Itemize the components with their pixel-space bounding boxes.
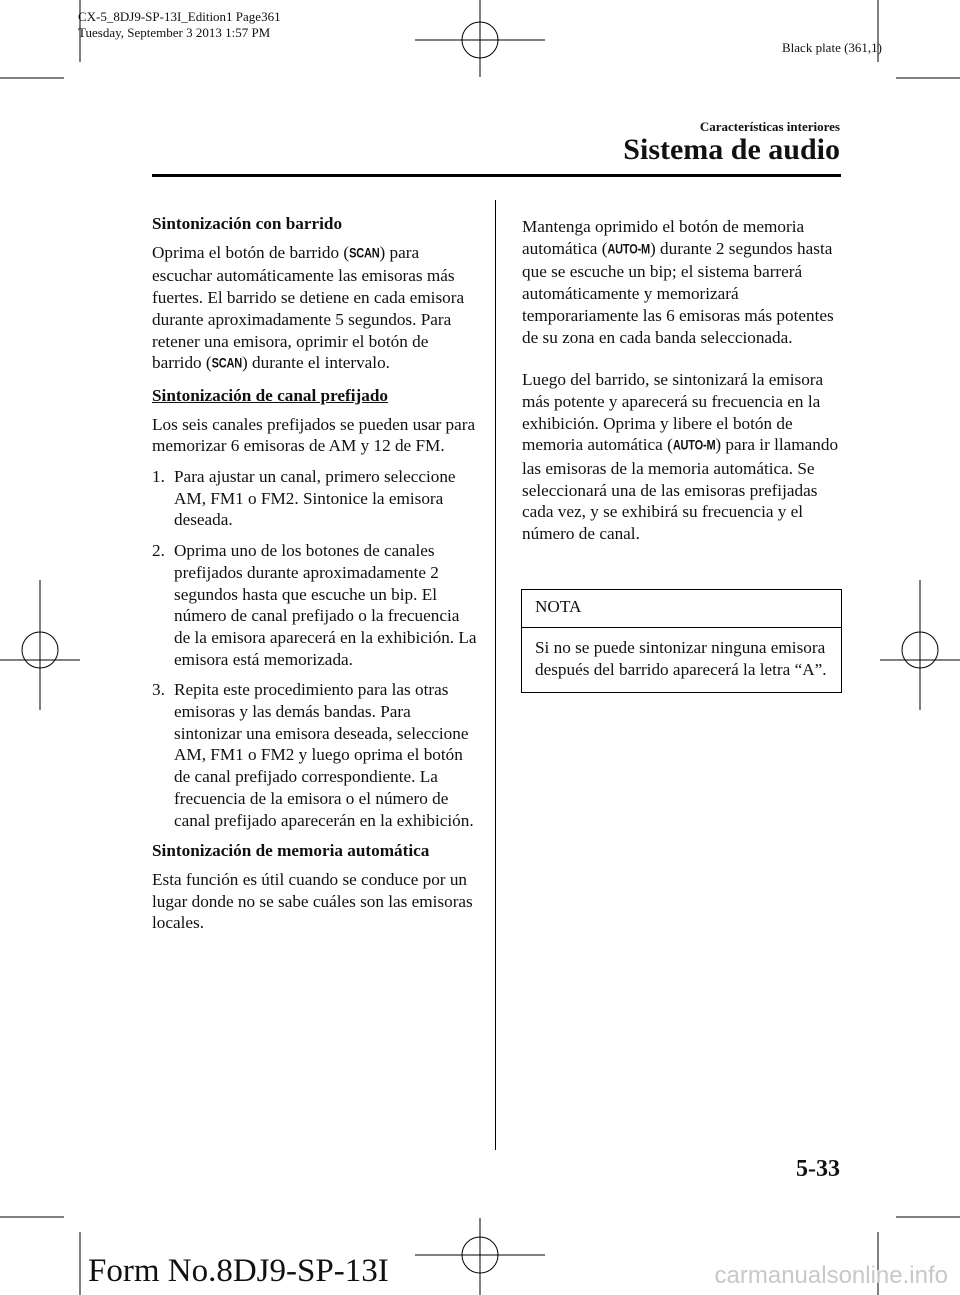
paragraph-scan-tuning: Oprima el botón de barrido (SCAN) para escuchar automáticamente las emisoras más fuertes. El barrido se detiene en cada emisora durante aproximadamente 5 segundos. Para retener una emisora, oprimir el botón de barrido (SCAN) durante el intervalo.	[152, 242, 477, 376]
page-title: Sistema de audio	[623, 133, 840, 166]
heading-scan-tuning: Sintonización con barrido	[152, 214, 343, 233]
heading-auto-memory: Sintonización de memoria automática	[152, 841, 430, 861]
paragraph-after-scan: Luego del barrido, se sintonizará la emisora más potente y aparecerá su frecuencia en la exhibición. Oprima y libere el botón de memoria automática (AUTO-M) para ir llamando las emisoras de la memoria automática. Se seleccionará una de las emisoras prefijadas cada vez, y se exhibirá su frecuencia y el número de canal.	[522, 370, 839, 544]
paragraph-auto-memory-hold: Mantenga oprimido el botón de memoria automática (AUTO-M) durante 2 segundos hasta que se escuche un bip; el sistema barrerá automáticamente y memorizará temporariamente las 6 emisoras más potentes de su zona en cada banda seleccionada.	[522, 217, 834, 347]
auto-m-button-icon: AUTO-M	[607, 241, 651, 257]
list-item: 3. Repita este procedimiento para las otras emisoras y las demás bandas. Para sintonizar una emisora deseada, seleccione AM, FM1 o FM2 y luego oprima el botón de canal prefijado correspondiente. La frecuencia de la emisora o el número de canal prefijado aparecerán en la exhibición.	[152, 680, 474, 830]
watermark: carmanualsonline.info	[714, 1262, 948, 1289]
note-box	[521, 589, 842, 693]
note-title: NOTA	[522, 590, 841, 628]
list-item: 2. Oprima uno de los botones de canales prefijados durante aproximadamente 2 segundos hasta que escuche un bip. El número de canal prefijado o la frecuencia de la emisora aparecerá en la exhibición. La emisora está memorizada.	[152, 541, 477, 669]
scan-button-icon: SCAN	[211, 356, 243, 372]
auto-m-button-icon: AUTO-M	[672, 438, 716, 454]
column-divider	[495, 200, 496, 1150]
file-line: CX-5_8DJ9-SP-13I_Edition1 Page361	[78, 9, 281, 24]
date-line: Tuesday, September 3 2013 1:57 PM	[78, 25, 271, 40]
header-rule	[152, 174, 841, 177]
section-category: Características interiores	[699, 119, 840, 134]
heading-preset-tuning: Sintonización de canal prefijado	[152, 385, 389, 405]
left-column	[152, 213, 477, 934]
note-body: Si no se puede sintonizar ninguna emisora después del barrido aparecerá la letra “A”.	[535, 638, 827, 679]
page-number: 5-33	[796, 1156, 840, 1182]
scan-button-icon: SCAN	[349, 245, 380, 261]
plate-label: Black plate (361,1)	[782, 40, 882, 55]
paragraph-preset-tuning: Los seis canales prefijados se pueden usar para memorizar 6 emisoras de AM y 12 de FM.	[152, 414, 476, 456]
paragraph-auto-memory: Esta función es útil cuando se conduce por un lugar donde no se sabe cuáles son las emisoras locales.	[152, 869, 473, 933]
right-column	[522, 216, 840, 545]
list-item: 1. Para ajustar un canal, primero seleccione AM, FM1 o FM2. Sintonice la emisora deseada.	[152, 467, 456, 530]
form-number: Form No.8DJ9-SP-13I	[88, 1253, 389, 1289]
